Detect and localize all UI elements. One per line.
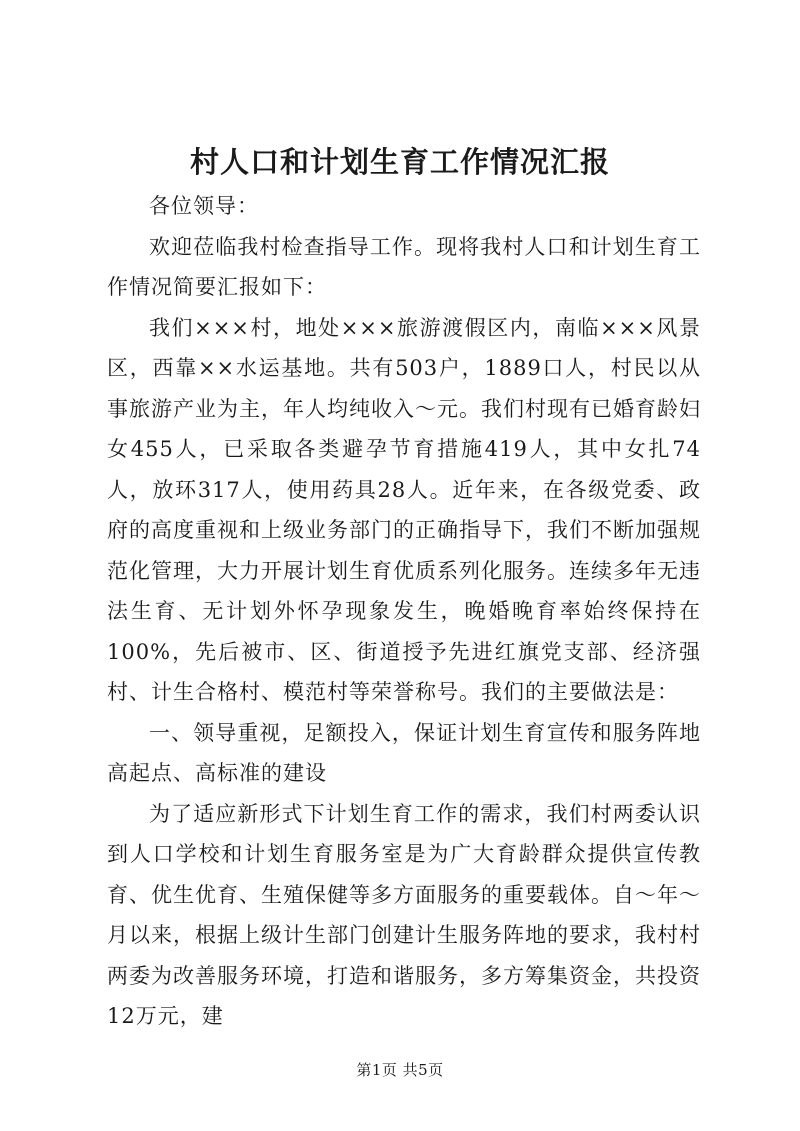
intro-paragraph: 欢迎莅临我村检查指导工作。现将我村人口和计划生育工作情况简要汇报如下：: [107, 234, 701, 299]
document-body: [107, 186, 701, 1037]
section-1-paragraph: 为了适应新形式下计划生育工作的需求，我们村两委认识到人口学校和计划生育服务室是为广大育龄群众提供宣传教育、优生优育、生殖保健等多方面服务的重要载体。自～年～月以来，根据上级计生部门创建计生服务阵地的要求，我村村两委为改善服务环境，打造和谐服务，多方筹集资金，共投资12万元，建: [107, 801, 701, 1028]
section-heading-1: 一、领导重视，足额投入，保证计划生育宣传和服务阵地高起点、高标准的建设: [107, 720, 701, 785]
page-number-footer: 第1页 共5页: [356, 1061, 444, 1079]
salutation-paragraph: 各位领导：: [149, 194, 259, 218]
village-overview-paragraph: 我们×××村，地处×××旅游渡假区内，南临×××风景区，西靠××水运基地。共有503户，1889口人，村民以从事旅游产业为主，年人均纯收入～元。我们村现有已婚育龄妇女455人，已采取各类避孕节育措施419人，其中女扎74人，放环317人，使用药具28人。近年来，在各级党委、政府的高度重视和上级业务部门的正确指导下，我们不断加强规范化管理，大力开展计划生育优质系列化服务。连续多年无违法生育、无计划外怀孕现象发生，晚婚晚育率始终保持在100%，先后被市、区、街道授予先进红旗党支部、经济强村、计生合格村、模范村等荣誉称号。我们的主要做法是：: [107, 315, 701, 704]
document-title: 村人口和计划生育工作情况汇报: [189, 145, 610, 179]
